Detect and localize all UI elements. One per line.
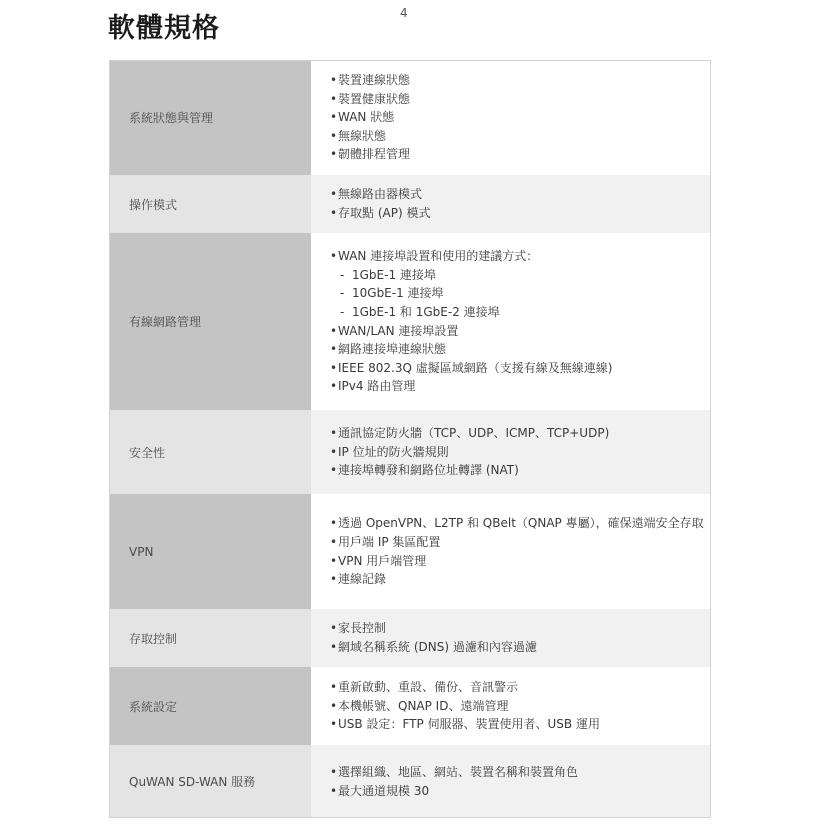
feature-item [330,322,711,341]
feature-text: IPv4 路由管理 [338,379,416,394]
feature-text: 透過 OpenVPN、L2TP 和 QBelt（QNAP 專屬），確保遠端安全存取 [338,516,704,531]
feature-text: 最大通道規模 30 [338,783,430,798]
feature-item [330,90,711,109]
bullet-marker: • [330,147,338,162]
feature-item [330,145,711,164]
feature-item [330,71,711,90]
bullet-marker: • [330,463,338,478]
feature-text: 1GbE-1 連接埠 [352,267,436,282]
feature-text: 網路連接埠連線狀態 [338,342,447,357]
feature-item [330,763,711,782]
feature-item [330,678,711,697]
feature-item [330,247,711,266]
feature-item [330,697,711,716]
feature-item [330,461,711,480]
page-title: 軟體規格 [108,13,220,44]
feature-text: 無線狀態 [338,128,387,143]
feature-text: 用戶端 IP 集區配置 [338,534,441,549]
bullet-marker: • [330,553,338,568]
feature-item [330,340,711,359]
feature-item [330,185,711,204]
dash-marker: - [340,267,345,282]
spec-table [109,60,711,818]
bullet-marker: • [330,680,338,695]
spec-row [109,667,711,745]
feature-item [330,570,711,589]
row-features [311,745,711,818]
bullet-marker: • [330,128,338,143]
feature-text: 韌體排程管理 [338,147,411,162]
spec-table-body [109,60,711,818]
row-category: 有線網路管理 [109,233,311,410]
bullet-marker: • [330,110,338,125]
feature-text: IEEE 802.3Q 虛擬區域網路（支援有線及無線連線) [338,360,613,375]
feature-text: IP 位址的防火牆規則 [338,444,449,459]
feature-subitem [330,303,711,322]
feature-item [330,638,711,657]
bullet-marker: • [330,516,338,531]
spec-row [109,233,711,410]
row-category: QuWAN SD-WAN 服務 [109,745,311,818]
bullet-marker: • [330,572,338,587]
feature-text: 本機帳號、QNAP ID、遠端管理 [338,698,509,713]
feature-item [330,619,711,638]
bullet-marker: • [330,379,338,394]
feature-text: VPN 用戶端管理 [338,553,427,568]
feature-item [330,715,711,734]
feature-item [330,108,711,127]
row-features [311,609,711,667]
feature-text: 選擇組織、地區、網站、裝置名稱和裝置角色 [338,764,579,779]
bullet-marker: • [330,534,338,549]
bullet-marker: • [330,360,338,375]
row-category: VPN [109,494,311,609]
bullet-marker: • [330,91,338,106]
feature-item [330,204,711,223]
feature-subitem [330,266,711,285]
feature-text: 無線路由器模式 [338,187,423,202]
row-category: 存取控制 [109,609,311,667]
bullet-marker: • [330,783,338,798]
row-features [311,667,711,745]
bullet-marker: • [330,206,338,220]
feature-text: 通訊協定防火牆（TCP、UDP、ICMP、TCP+UDP) [338,426,610,441]
bullet-marker: • [330,764,338,779]
bullet-marker: • [330,426,338,441]
feature-text: WAN 狀態 [338,110,395,125]
bullet-marker: • [330,249,338,264]
feature-text: 裝置健康狀態 [338,91,411,106]
feature-item [330,533,711,552]
feature-subitem [330,284,711,303]
bullet-marker: • [330,73,338,88]
bullet-marker: • [330,698,338,713]
row-category: 操作模式 [109,175,311,233]
bullet-marker: • [330,640,338,654]
row-category: 系統設定 [109,667,311,745]
page-number: 4 [400,6,408,20]
feature-text: 10GbE-1 連接埠 [352,286,444,301]
feature-item [330,377,711,396]
feature-text: 裝置連線狀態 [338,73,411,88]
feature-text: 連線記錄 [338,572,387,587]
spec-row [109,60,711,175]
feature-text: 家長控制 [338,621,387,636]
feature-text: 連接埠轉發和網路位址轉譯 (NAT) [338,463,519,478]
row-features [311,233,711,410]
feature-item [330,514,711,533]
spec-row [109,410,711,494]
bullet-marker: • [330,342,338,357]
dash-marker: - [340,304,345,319]
spec-row [109,609,711,667]
bullet-marker: • [330,187,338,202]
feature-item [330,443,711,462]
bullet-marker: • [330,717,338,732]
bullet-marker: • [330,444,338,459]
feature-text: 1GbE-1 和 1GbE-2 連接埠 [352,304,500,319]
bullet-marker: • [330,621,338,636]
feature-item [330,424,711,443]
spec-row [109,745,711,818]
row-category: 安全性 [109,410,311,494]
row-features [311,175,711,233]
feature-text: USB 設定：FTP 伺服器、裝置使用者、USB 運用 [338,717,600,732]
feature-item [330,552,711,571]
row-features [311,60,711,175]
feature-text: WAN/LAN 連接埠設置 [338,323,459,338]
feature-text: 存取點 (AP) 模式 [338,206,431,220]
feature-text: WAN 連接埠設置和使用的建議方式： [338,249,539,264]
feature-item [330,782,711,801]
spec-row [109,175,711,233]
row-category: 系統狀態與管理 [109,60,311,175]
spec-row [109,494,711,609]
feature-text: 網域名稱系統 (DNS) 過濾和內容過濾 [338,640,537,654]
row-features [311,410,711,494]
feature-item [330,359,711,378]
feature-item [330,127,711,146]
feature-text: 重新啟動、重設、備份、音訊警示 [338,680,519,695]
row-features [311,494,711,609]
bullet-marker: • [330,323,338,338]
dash-marker: - [340,286,345,301]
